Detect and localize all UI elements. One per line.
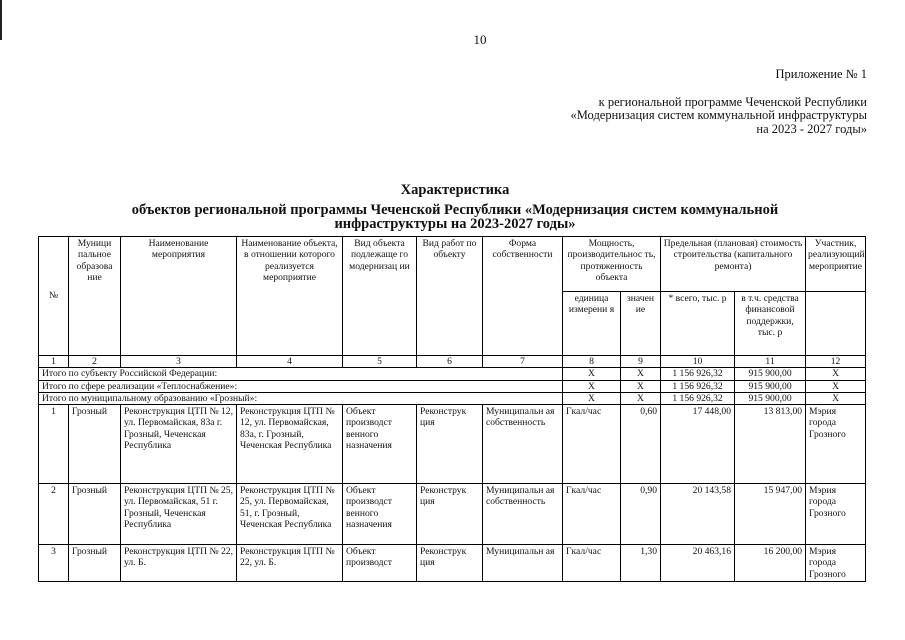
row-value: 0,60	[621, 405, 661, 484]
document-title	[60, 183, 850, 231]
row-object: Реконструкция ЦТП № 25, ул. Первомайская, 51, г. Грозный, Чеченская Республика	[237, 484, 343, 545]
row-object: Реконструкция ЦТП № 22, ул. Б.	[237, 545, 343, 582]
total-row	[39, 380, 866, 392]
total-cost: 1 156 926,32	[661, 368, 735, 380]
header-work-type: Вид работ по объекту	[417, 237, 483, 356]
total-value: X	[621, 392, 661, 404]
header-capacity-unit: единица измерени я	[563, 292, 621, 356]
column-number-row	[39, 356, 866, 368]
table-row	[39, 545, 866, 582]
total-unit: X	[563, 380, 621, 392]
total-participant: X	[806, 380, 866, 392]
total-label: Итого по сфере реализации «Теплоснабжение»:	[39, 380, 563, 392]
header-capacity-value: значен ие	[621, 292, 661, 356]
row-total: 20 143,58	[661, 484, 735, 545]
row-total: 17 448,00	[661, 405, 735, 484]
row-municipality: Грозный	[69, 545, 121, 582]
total-row	[39, 392, 866, 404]
row-municipality: Грозный	[69, 484, 121, 545]
column-number: 5	[343, 356, 417, 368]
total-value: X	[621, 380, 661, 392]
row-num: 1	[39, 405, 69, 484]
header-ownership: Форма собственности	[483, 237, 563, 356]
total-cost: 1 156 926,32	[661, 380, 735, 392]
column-number: 2	[69, 356, 121, 368]
header-num: №	[39, 237, 69, 356]
total-support: 915 900,00	[735, 368, 806, 380]
total-participant: X	[806, 368, 866, 380]
row-ownership: Муниципальн ая собственность	[483, 405, 563, 484]
appendix-line: на 2023 - 2027 годы»	[756, 121, 867, 136]
row-object: Реконструкция ЦТП № 12, ул. Первомайская, 83а, г. Грозный, Чеченская Республика	[237, 405, 343, 484]
row-event: Реконструкция ЦТП № 22, ул. Б.	[121, 545, 237, 582]
column-number: 12	[806, 356, 866, 368]
row-participant: Мэрия города Грозного	[806, 405, 866, 484]
row-value: 1,30	[621, 545, 661, 582]
appendix-line: «Модернизация систем коммунальной инфраструктуры	[570, 108, 867, 122]
row-work-type: Реконструк ция	[417, 545, 483, 582]
row-object-type: Объект производст	[343, 545, 417, 582]
total-value: X	[621, 368, 661, 380]
header-participant-blank	[806, 292, 866, 356]
column-number: 7	[483, 356, 563, 368]
row-event: Реконструкция ЦТП № 12, ул. Первомайская, 83а г. Грозный, Чеченская Республика	[121, 405, 237, 484]
total-cost: 1 156 926,32	[661, 392, 735, 404]
total-row	[39, 368, 866, 380]
row-value: 0,90	[621, 484, 661, 545]
header-municipality: Муници пальное образова ние	[69, 237, 121, 356]
row-ownership: Муниципальн ая	[483, 545, 563, 582]
total-support: 915 900,00	[735, 392, 806, 404]
column-number: 3	[121, 356, 237, 368]
row-support: 13 813,00	[735, 405, 806, 484]
column-number: 8	[563, 356, 621, 368]
title-subheading: объектов региональной программы Чеченской Республики «Модернизация систем коммунальной	[131, 202, 779, 218]
total-unit: X	[563, 368, 621, 380]
total-label: Итого по муниципальному образованию «Грозный»:	[39, 392, 563, 404]
header-cost-total: * всего, тыс. р	[661, 292, 735, 356]
column-number: 11	[735, 356, 806, 368]
total-unit: X	[563, 392, 621, 404]
objects-table	[38, 236, 866, 582]
appendix-block	[571, 68, 868, 136]
title-subheading: инфраструктуры на 2023-2027 годы»	[334, 216, 576, 232]
row-unit: Гкал/час	[563, 545, 621, 582]
header-capacity: Мощность, производительнос ть, протяженность объекта	[563, 237, 661, 292]
row-work-type: Реконструк ция	[417, 484, 483, 545]
header-object-type: Вид объекта подлежаще го модернизац ии	[343, 237, 417, 356]
row-unit: Гкал/час	[563, 405, 621, 484]
title-heading: Характеристика	[400, 182, 510, 198]
row-support: 15 947,00	[735, 484, 806, 545]
appendix-title: Приложение № 1	[775, 67, 867, 81]
column-number: 6	[417, 356, 483, 368]
header-cost: Предельная (плановая) стоимость строительства (капитального ремонта)	[661, 237, 806, 292]
total-support: 915 900,00	[735, 380, 806, 392]
header-cost-support: в т.ч. средства финансовой поддержки, тыс. р	[735, 292, 806, 356]
header-event-name: Наименование мероприятия	[121, 237, 237, 356]
column-number: 10	[661, 356, 735, 368]
row-object-type: Объект производст венного назначения	[343, 484, 417, 545]
row-num: 2	[39, 484, 69, 545]
table-row	[39, 405, 866, 484]
row-ownership: Муниципальн ая собственность	[483, 484, 563, 545]
row-num: 3	[39, 545, 69, 582]
column-number: 9	[621, 356, 661, 368]
header-participant: Участник, реализующий мероприятие	[806, 237, 866, 292]
page-number: 10	[473, 32, 487, 47]
row-participant: Мэрия города Грозного	[806, 484, 866, 545]
total-participant: X	[806, 392, 866, 404]
row-participant: Мэрия города Грозного	[806, 545, 866, 582]
appendix-line: к региональной программе Чеченской Республики	[598, 94, 867, 109]
scan-edge-mark	[0, 0, 2, 40]
column-number: 1	[39, 356, 69, 368]
total-label: Итого по субъекту Российской Федерации:	[39, 368, 563, 380]
row-municipality: Грозный	[69, 405, 121, 484]
row-support: 16 200,00	[735, 545, 806, 582]
row-total: 20 463,16	[661, 545, 735, 582]
row-work-type: Реконструк ция	[417, 405, 483, 484]
row-object-type: Объект производст венного назначения	[343, 405, 417, 484]
table-row	[39, 484, 866, 545]
header-object-name: Наименование объекта, в отношении которого реализуется мероприятие	[237, 237, 343, 356]
column-number: 4	[237, 356, 343, 368]
row-event: Реконструкция ЦТП № 25, ул. Первомайская, 51 г. Грозный, Чеченская Республика	[121, 484, 237, 545]
row-unit: Гкал/час	[563, 484, 621, 545]
